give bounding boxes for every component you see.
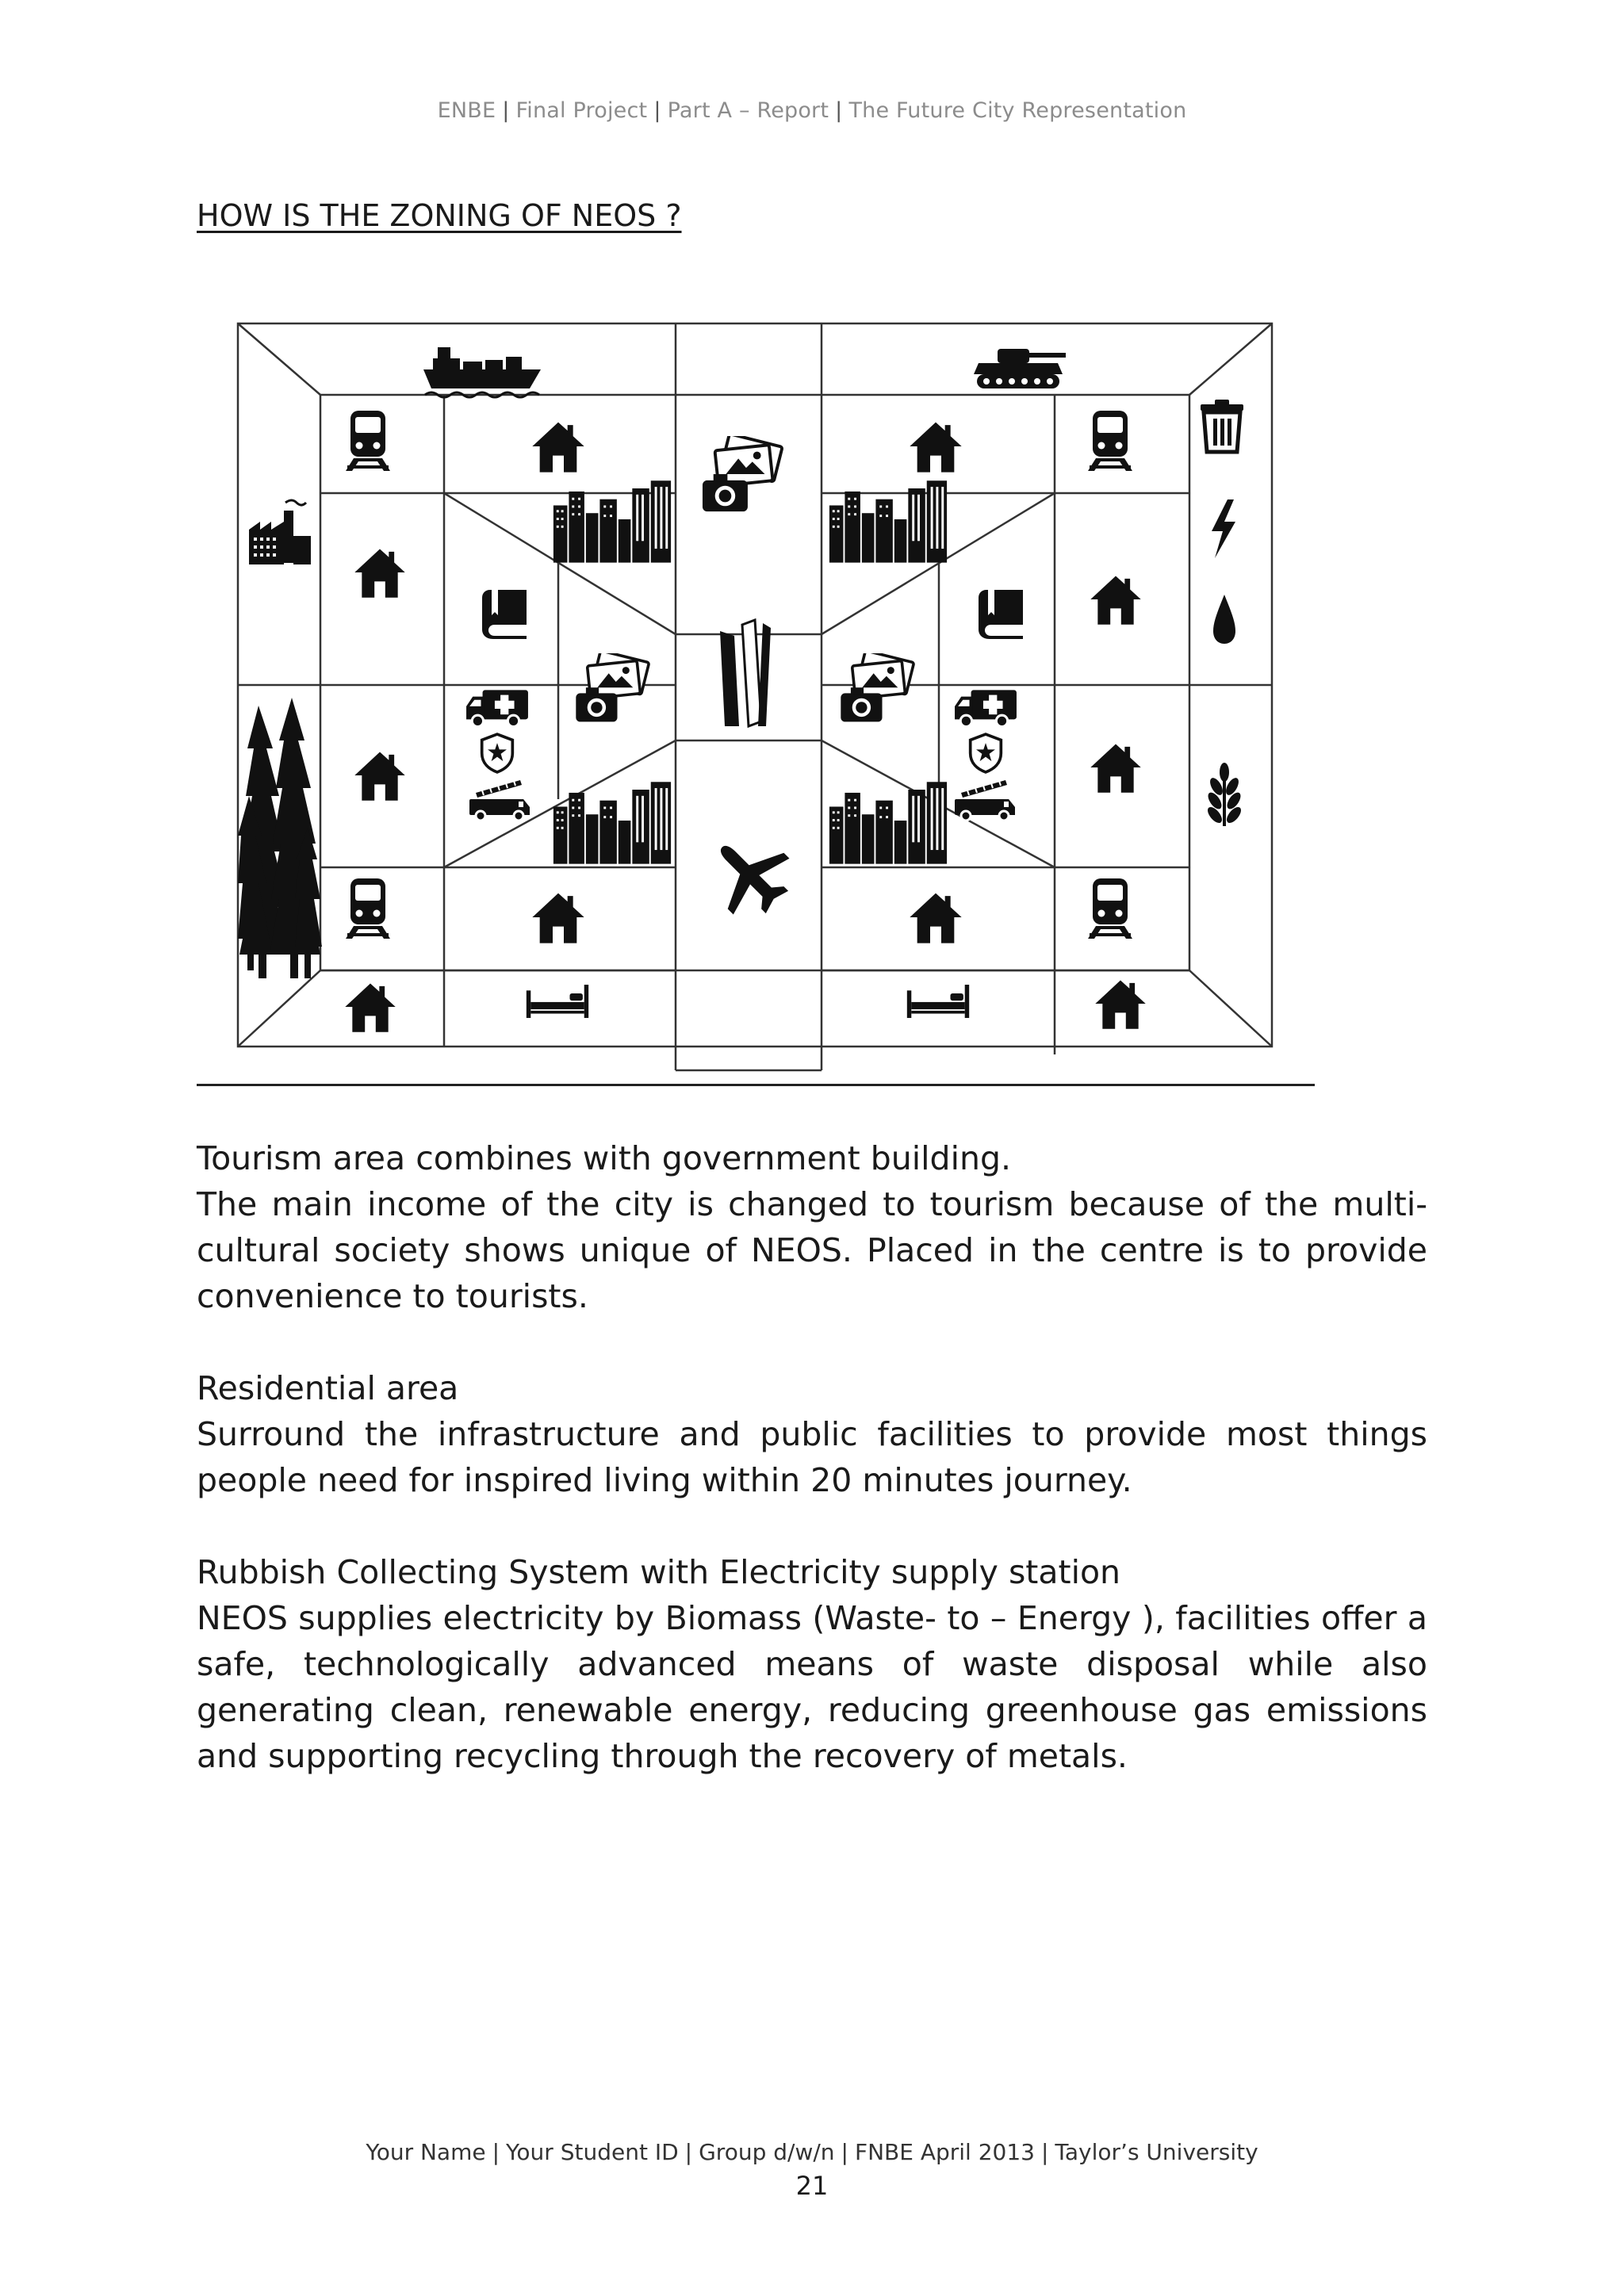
header-separator: | <box>502 98 510 123</box>
footer-separator: | <box>841 2139 848 2165</box>
airplane-icon <box>694 819 805 930</box>
footer-intake: FNBE April 2013 <box>854 2139 1035 2165</box>
header-separator: | <box>653 98 661 123</box>
residential-title: Residential area <box>197 1369 459 1407</box>
house-icon <box>910 894 961 943</box>
buildings-icon <box>553 782 671 863</box>
police-badge-icon <box>482 734 513 772</box>
tank-icon <box>974 349 1066 388</box>
footer-university: Taylor’s University <box>1055 2139 1258 2165</box>
lightning-icon <box>1212 499 1235 558</box>
footer-separator: | <box>1040 2139 1049 2165</box>
book-icon <box>979 590 1023 639</box>
ambulance-icon <box>466 690 528 726</box>
rubbish-system-title: Rubbish Collecting System with Electricity supply station <box>197 1553 1121 1591</box>
bed-icon <box>527 985 588 1018</box>
footer-separator: | <box>492 2139 500 2165</box>
camera-photos-icon <box>703 434 783 511</box>
ship-icon <box>423 347 541 397</box>
trash-can-icon <box>1201 400 1243 452</box>
rubbish-system-description: NEOS supplies electricity by Biomass (Waste- to – Energy ), facilities offer a safe, technologically advanced means of waste disposal while also generating clean, renewable energy, reducing greenhouse gas emissions and supporting recycling through the recovery of metals. <box>197 1599 1427 1775</box>
house-icon <box>354 752 404 801</box>
water-drop-icon <box>1213 595 1235 644</box>
fire-truck-icon <box>469 780 530 821</box>
monument-icon <box>720 620 771 726</box>
diagram-divider <box>197 1084 1315 1086</box>
book-icon <box>482 590 527 639</box>
residential-description: Surround the infrastructure and public facilities to provide most things people need for inspired living within 20 minutes journey. <box>197 1415 1427 1499</box>
house-icon <box>910 423 961 473</box>
header-project: Final Project <box>515 98 648 123</box>
section-heading: HOW IS THE ZONING OF NEOS ? <box>197 198 682 233</box>
page-footer <box>0 2139 1624 2165</box>
house-icon <box>1095 981 1145 1029</box>
footer-name: Your Name <box>366 2139 486 2165</box>
camera-photos-icon <box>841 651 914 722</box>
header-course: ENBE <box>437 98 496 123</box>
train-icon <box>1088 411 1132 471</box>
footer-student-id: Your Student ID <box>506 2139 679 2165</box>
fire-truck-icon <box>955 780 1015 821</box>
header-topic: The Future City Representation <box>848 98 1187 123</box>
page-number: 21 <box>795 2171 829 2201</box>
house-icon <box>1090 576 1140 625</box>
header-part: Part A – Report <box>667 98 829 123</box>
train-icon <box>346 411 390 471</box>
tourism-title: Tourism area combines with government building. <box>197 1139 1012 1177</box>
trees-icon <box>238 698 322 978</box>
bed-icon <box>907 985 969 1018</box>
footer-separator: | <box>684 2139 693 2165</box>
tourism-description: The main income of the city is changed to tourism because of the multi-cultural society shows unique of NEOS. Placed in the centre is to provide convenience to tourists. <box>197 1185 1427 1315</box>
camera-photos-icon <box>576 651 649 722</box>
train-icon <box>346 878 390 939</box>
factory-icon <box>249 500 311 564</box>
header-separator: | <box>835 98 843 123</box>
house-icon <box>1090 744 1140 793</box>
buildings-icon <box>829 782 947 863</box>
footer-group: Group d/w/n <box>699 2139 835 2165</box>
house-icon <box>532 423 584 473</box>
running-header <box>0 98 1624 123</box>
house-icon <box>532 894 584 943</box>
wheat-icon <box>1205 763 1244 826</box>
house-icon <box>354 549 404 598</box>
ambulance-icon <box>955 690 1017 726</box>
house-icon <box>345 984 395 1032</box>
body-text <box>197 1135 1427 1779</box>
police-badge-icon <box>971 734 1002 772</box>
zoning-diagram <box>235 320 1275 1075</box>
train-icon <box>1088 878 1132 939</box>
